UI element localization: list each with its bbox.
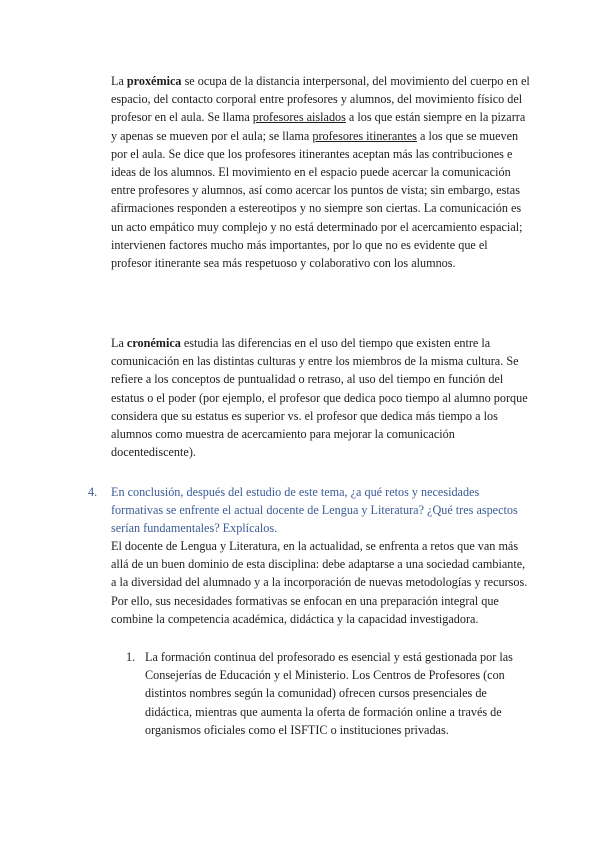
underlined-term-profesores-aislados: profesores aislados xyxy=(252,110,346,125)
answer-intro: El docente de Lengua y Literatura, en la actualidad, se enfrenta a retos que van más allá de un buen dominio de esta disciplina: debe adaptarse a una sociedad cambiante, a la diversidad del alumnado y a la incorporación de nuevas metodologías y recursos. Por ello, sus necesidades formativas se enfocan en una preparación integral que combine la competencia académica, didáctica y la capacidad investigadora. xyxy=(111,539,528,626)
term-proxemica: proxémica xyxy=(126,74,182,88)
text-span: se ocupa de la distancia interpersonal, del movimiento del cuerpo en el espacio, del contacto corporal entre profesores y alumnos, del movimiento físico del profesor en el aula. Se llama xyxy=(111,74,530,125)
list-item-number: 1. xyxy=(126,650,136,664)
text-span: La xyxy=(111,336,127,350)
text-span: La xyxy=(111,74,127,88)
question-number: 4. xyxy=(88,485,98,499)
underlined-term-profesores-itinerantes: profesores itinerantes xyxy=(312,128,417,143)
text-span: a los que están siempre en la pizarra y apenas se mueven por el aula; se llama xyxy=(111,110,526,143)
list-item-text: La formación continua del profesorado es esencial y está gestionada por las Consejerías de Educación y el Ministerio. Los Centros de Profesores (con distintos nombres según la comunidad) ofrecen cursos presenciales de didáctica, mientras que aumenta la oferta de formación online a través de organismos oficiales como el ISFTIC o instituciones privadas. xyxy=(145,650,513,737)
text-span: a los que se mueven por el aula. Se dice que los profesores itinerantes aceptan más las contribuciones e ideas de los alumnos. El movimiento en el espacio puede acercar la comunicación entre profesores y alumnos, así como acercar los puntos de vista; sin embargo, estas afirmaciones responden a estereotipos y no siempre son ciertas. La comunicación es un acto empático muy complejo y no está determinado por el acercamiento espacial; intervienen factores mucho más importantes, por lo que no es evidente que el profesor itinerante sea más respetuoso y colaborativo con los alumnos. xyxy=(111,128,523,271)
text-span: estudia las diferencias en el uso del tiempo que existen entre la comunicación en las distintas culturas y entre los miembros de la misma cultura. Se refiere a los conceptos de puntualidad o retraso, al uso del tiempo en función del estatus o el poder (por ejemplo, el profesor que dedica poco tiempo al alumno porque considera que su estatus es superior vs. el profesor que dedica más tiempo a los alumnos como muestra de acercamiento para mejorar la comunicación docentediscente). xyxy=(111,336,528,460)
term-cronemica: cronémica xyxy=(126,336,181,350)
question-text: En conclusión, después del estudio de este tema, ¿a qué retos y necesidades formativas se enfrente el actual docente de Lengua y Literatura? ¿Qué tres aspectos serían fundamentales? Explícalos. xyxy=(111,485,518,536)
paragraph-proxemica xyxy=(111,72,531,272)
paragraph-cronemica xyxy=(111,334,531,461)
